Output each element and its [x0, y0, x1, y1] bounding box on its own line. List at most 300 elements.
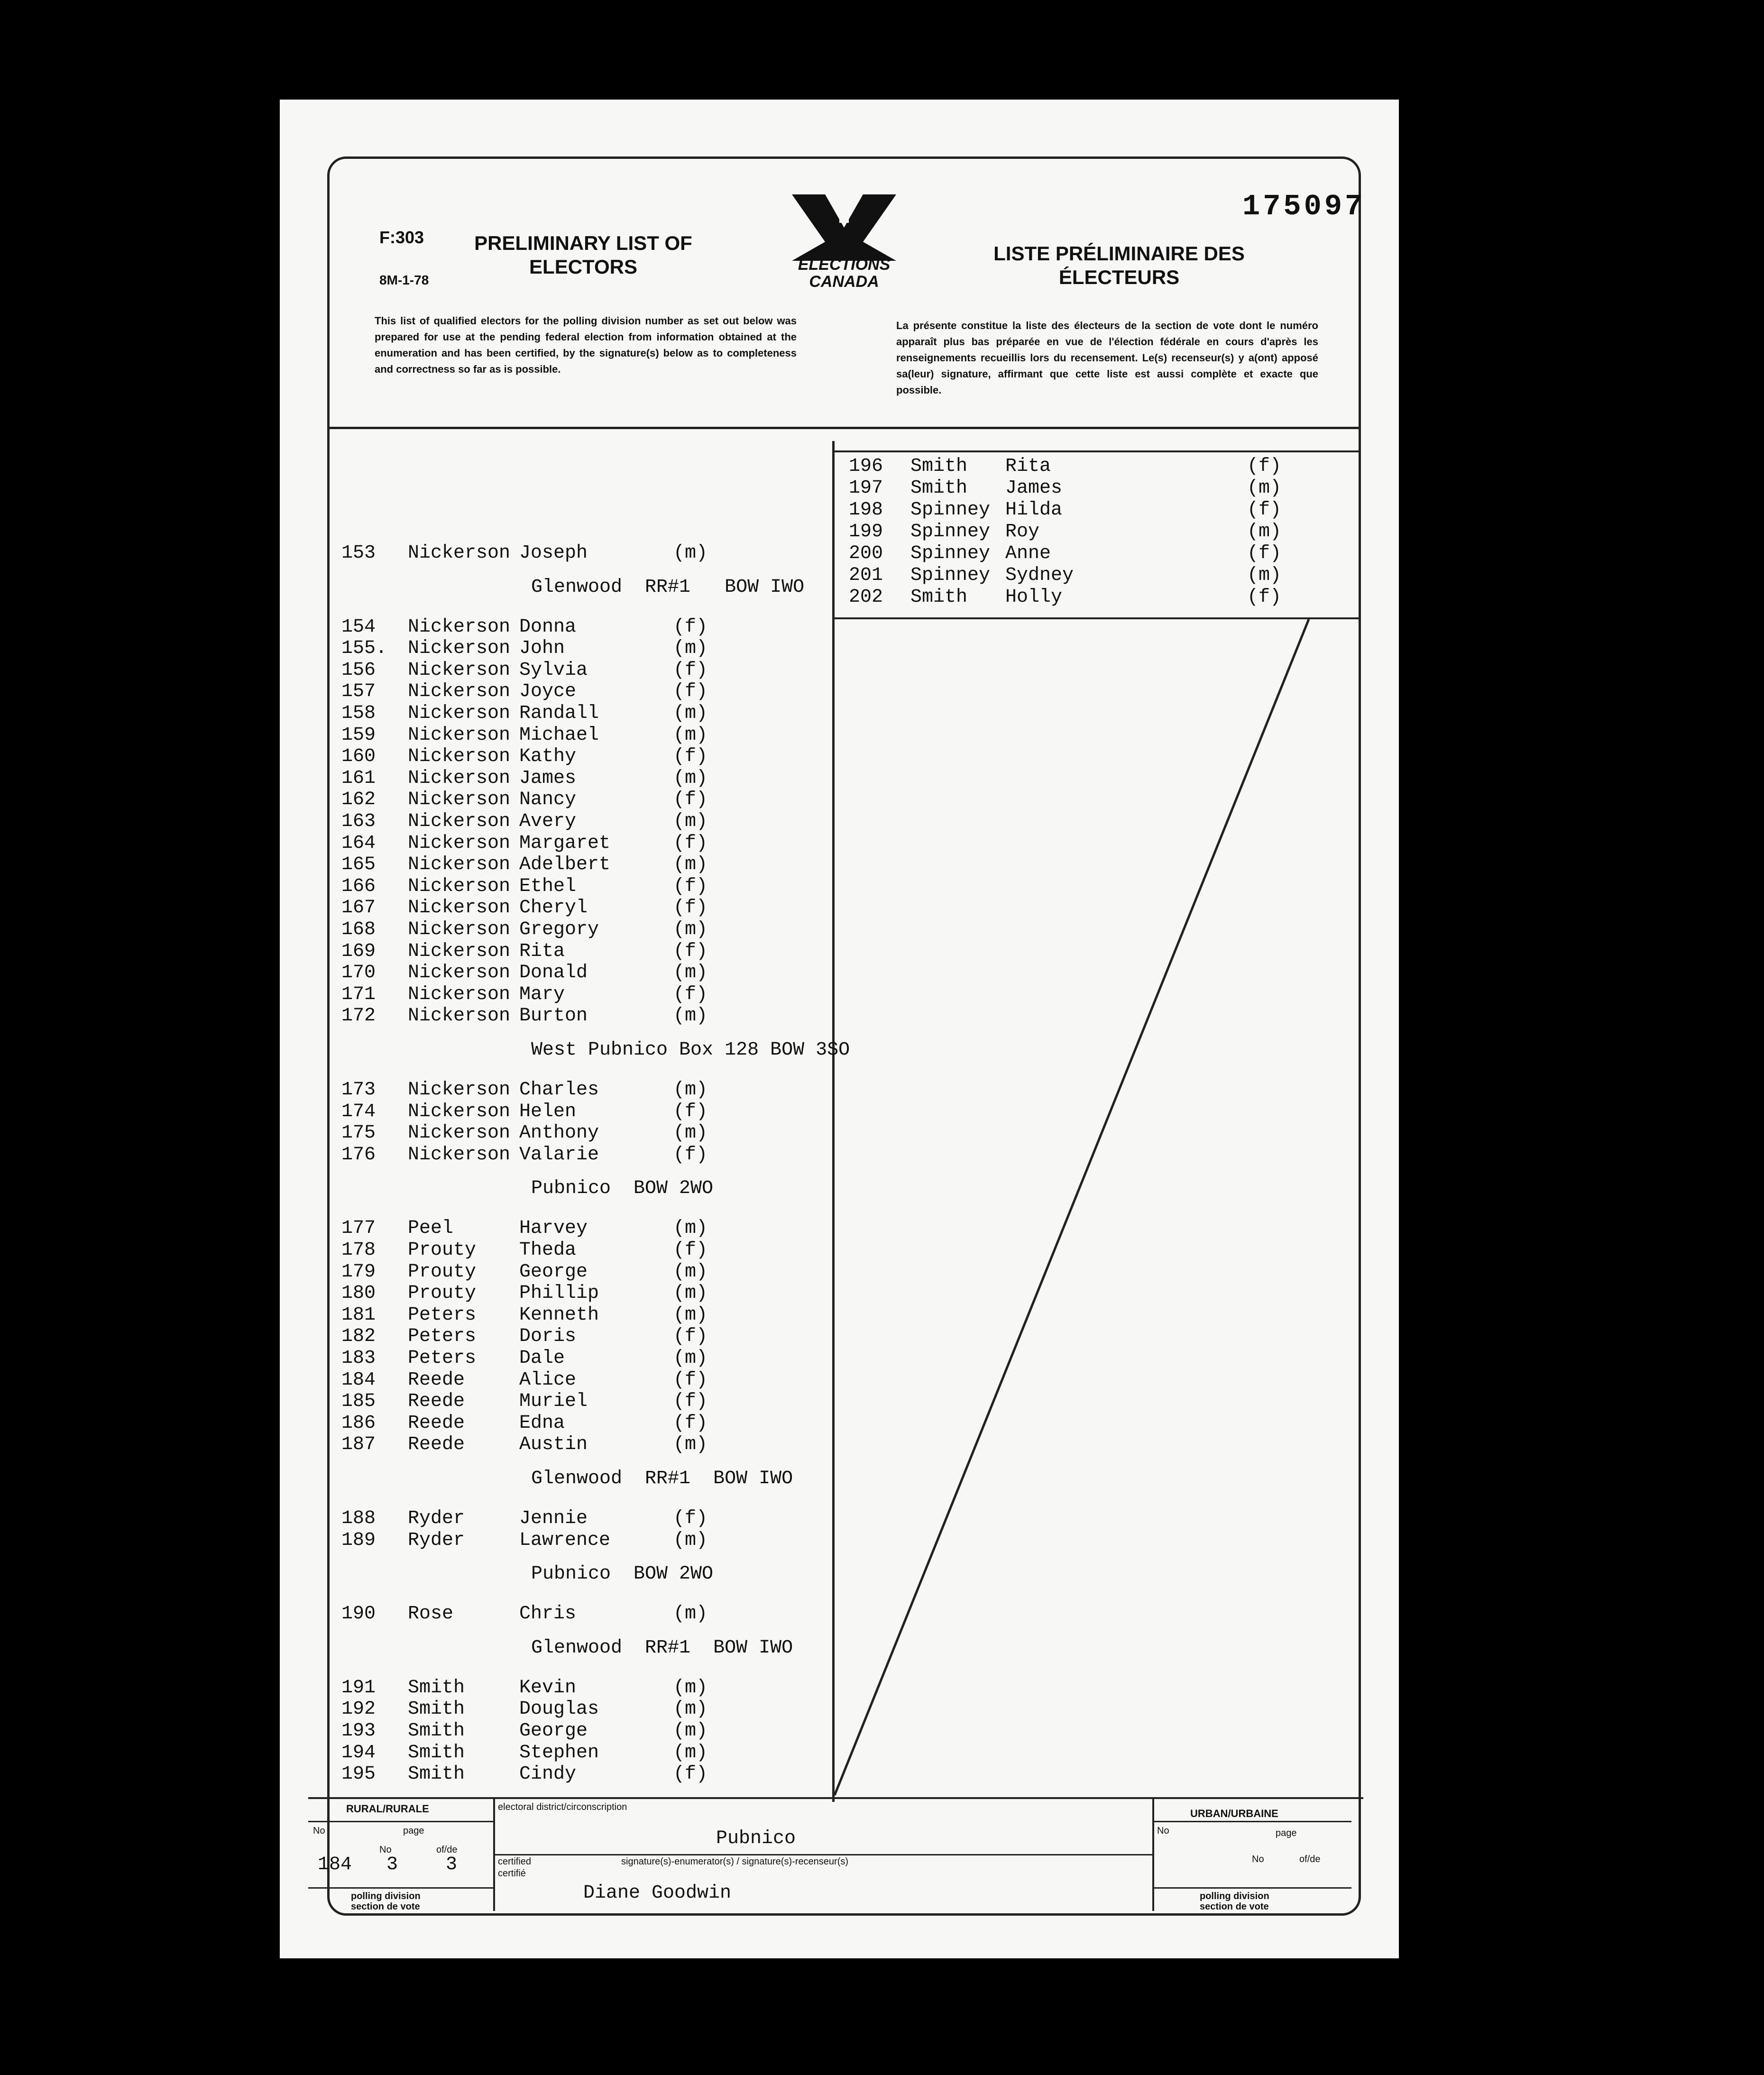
elector-number: 202 [849, 587, 883, 608]
elector-row [341, 725, 820, 746]
elector-surname: Spinney [910, 499, 991, 521]
elector-given-name: Kevin [519, 1677, 577, 1699]
elector-given-name: Austin [519, 1434, 588, 1456]
elector-number: 164 [341, 832, 376, 854]
elector-given-name: Sylvia [519, 659, 588, 681]
elector-sex: (m) [673, 1261, 708, 1283]
elector-given-name: Harvey [519, 1218, 588, 1239]
elector-row [341, 660, 820, 681]
elector-number: 173 [341, 1079, 376, 1101]
elector-sex: (m) [673, 854, 708, 876]
section-address-heading: Pubnico BOW 2WO [531, 1563, 714, 1585]
elector-given-name: Alice [519, 1369, 577, 1391]
elector-number: 185 [341, 1391, 376, 1413]
elector-row [341, 1283, 820, 1304]
elector-row [849, 522, 1351, 542]
elector-surname: Nickerson [408, 940, 511, 962]
elector-surname: Nickerson [408, 659, 511, 681]
elector-number: 189 [341, 1529, 376, 1551]
elector-surname: Smith [408, 1720, 465, 1742]
elector-number: 172 [341, 1005, 376, 1027]
elector-row [849, 456, 1351, 477]
elector-given-name: Doris [519, 1326, 577, 1348]
urban-of-label: of/de [1299, 1854, 1321, 1864]
elector-number: 183 [341, 1348, 376, 1369]
logo-line2: CANADA [809, 273, 879, 291]
elector-number: 153 [341, 542, 376, 564]
elector-number: 197 [849, 477, 883, 499]
elector-number: 163 [341, 811, 376, 832]
elector-surname: Smith [408, 1742, 465, 1763]
rural-polling-division-fr: section de vote [351, 1901, 420, 1912]
footer-rural-inner-rule [308, 1821, 493, 1822]
elector-given-name: Lawrence [519, 1529, 611, 1551]
elector-surname: Nickerson [408, 1005, 511, 1027]
elector-sex: (m) [673, 962, 708, 984]
elector-surname: Nickerson [408, 1101, 511, 1122]
elector-number: 188 [341, 1508, 376, 1529]
elector-surname: Peters [408, 1326, 477, 1348]
urban-page-label: page [1276, 1828, 1297, 1838]
section-address-heading: Pubnico BOW 2WO [531, 1178, 714, 1200]
elector-number: 168 [341, 919, 376, 940]
elector-row [341, 1413, 820, 1434]
elector-surname: Smith [910, 587, 968, 608]
section-address-heading: West Pubnico Box 128 BOW 3SO [531, 1039, 850, 1061]
elector-sex: (f) [673, 875, 708, 897]
elector-number: 165 [341, 854, 376, 876]
logo-line1: ELECTIONS [798, 256, 891, 274]
elector-row [341, 984, 820, 1005]
elector-given-name: Muriel [519, 1391, 588, 1413]
form-date: 8M-1-78 [379, 273, 429, 287]
elector-number: 199 [849, 521, 883, 542]
elector-given-name: George [519, 1720, 588, 1742]
elector-row [341, 1699, 820, 1720]
urban-polling-division-en: polling division [1200, 1891, 1269, 1901]
elector-number: 190 [341, 1603, 376, 1625]
elector-number: 194 [341, 1742, 376, 1763]
elector-surname: Nickerson [408, 681, 511, 703]
elector-surname: Prouty [408, 1261, 477, 1283]
elector-row [341, 1262, 820, 1283]
elector-given-name: Edna [519, 1412, 565, 1434]
elector-row [341, 1530, 820, 1551]
polling-division-number: 184 [318, 1854, 352, 1875]
elector-given-name: Burton [519, 1005, 588, 1027]
elector-surname: Reede [408, 1412, 465, 1434]
elector-given-name: Rita [1005, 456, 1051, 477]
elector-sex: (m) [673, 1742, 708, 1763]
urban-no-small-label: No [1252, 1854, 1264, 1864]
footer-urban-inner-rule [1152, 1821, 1351, 1822]
elector-row [341, 963, 820, 983]
elector-surname: Nickerson [408, 789, 511, 811]
elector-given-name: Randall [519, 703, 599, 724]
elector-sex: (f) [673, 1144, 708, 1166]
elector-surname: Smith [910, 477, 968, 499]
rural-label: RURAL/RURALE [346, 1803, 429, 1815]
elector-number: 195 [341, 1763, 376, 1785]
elector-given-name: Rita [519, 940, 565, 962]
elector-given-name: Mary [519, 983, 565, 1005]
rural-no-small-label: No [379, 1845, 392, 1855]
elector-surname: Nickerson [408, 854, 511, 876]
elector-row [341, 898, 820, 918]
elector-surname: Smith [910, 456, 968, 477]
elector-number: 175 [341, 1122, 376, 1144]
elector-sex: (m) [1247, 565, 1282, 586]
elector-sex: (f) [673, 616, 708, 638]
elector-given-name: Valarie [519, 1144, 599, 1166]
elector-number: 174 [341, 1101, 376, 1122]
electoral-district-value: Pubnico [716, 1828, 796, 1849]
signature-label: signature(s)-enumerator(s) / signature(s)-recenseur(s) [621, 1856, 849, 1867]
elector-sex: (f) [673, 746, 708, 768]
elector-sex: (f) [673, 1101, 708, 1122]
elector-given-name: James [1005, 477, 1063, 499]
elector-number: 187 [341, 1434, 376, 1456]
elector-surname: Nickerson [408, 703, 511, 724]
elector-number: 167 [341, 897, 376, 919]
elector-sex: (m) [1247, 477, 1282, 499]
elector-given-name: Michael [519, 724, 599, 746]
elector-row [341, 1743, 820, 1763]
intro-french: La présente constitue la liste des électeurs de la section de vote dont le numéro apparaît plus bas préparée en vue de l'élection fédérale en cours d'après les renseignements recueillis lors du recensement. Le(s) recenseur(s) y a(ont) apposé sa(leur) signature, affirmant que cette liste est aussi complète et exacte que possible. [896, 320, 1318, 396]
elector-surname: Prouty [408, 1283, 477, 1304]
rural-polling-division-en: polling division [351, 1891, 421, 1901]
elector-sex: (m) [673, 1529, 708, 1551]
elector-sex: (m) [673, 1005, 708, 1027]
urban-label: URBAN/URBAINE [1190, 1808, 1278, 1819]
elector-sex: (f) [673, 832, 708, 854]
elector-sex: (f) [673, 1326, 708, 1348]
elector-row [341, 941, 820, 962]
page-of-number: 3 [446, 1854, 458, 1875]
elector-row [341, 876, 820, 897]
elector-number: 155. [341, 638, 387, 660]
electoral-district-label: electoral district/circonscription [498, 1802, 627, 1812]
elector-sex: (f) [673, 659, 708, 681]
elector-given-name: Cindy [519, 1763, 577, 1785]
elector-given-name: Theda [519, 1239, 577, 1261]
elector-number: 176 [341, 1144, 376, 1166]
elector-sex: (f) [673, 1369, 708, 1391]
elector-sex: (f) [673, 1412, 708, 1434]
elector-row [341, 1102, 820, 1122]
elector-row [341, 1123, 820, 1144]
elector-row [341, 1145, 820, 1166]
elector-sex: (m) [673, 1699, 708, 1720]
elector-row [849, 543, 1351, 564]
elector-row [341, 703, 820, 724]
elector-row [341, 833, 820, 854]
elector-sex: (m) [673, 703, 708, 724]
elector-row [341, 543, 820, 564]
intro-english: This list of qualified electors for the polling division number as set out below was prepared for use at the pending federal election from information obtained at the enumeration and has been certified, by the signature(s) below as to completeness and correctness so far as is possible. [375, 315, 797, 375]
section-address-heading: Glenwood RR#1 BOW IWO [531, 1637, 793, 1659]
footer-urban-divider [1152, 1797, 1154, 1911]
elector-row [341, 681, 820, 702]
elector-sex: (m) [673, 1079, 708, 1101]
elector-row [341, 1604, 820, 1625]
enumerator-signature: Diane Goodwin [583, 1882, 732, 1904]
elector-sex: (m) [673, 919, 708, 940]
elector-surname: Rose [408, 1603, 454, 1625]
elector-surname: Nickerson [408, 983, 511, 1005]
elector-number: 159 [341, 724, 376, 746]
footer-top-rule [308, 1797, 1363, 1799]
elector-sex: (f) [673, 983, 708, 1005]
certified-label-fr: certifié [498, 1868, 526, 1879]
elector-given-name: Joseph [519, 542, 588, 564]
elector-given-name: Kathy [519, 746, 577, 768]
elector-row [341, 1080, 820, 1101]
rural-of-label: of/de [436, 1845, 458, 1855]
logo-wordmark [787, 256, 901, 290]
elector-row [341, 811, 820, 832]
elector-given-name: Chris [519, 1603, 577, 1625]
elector-number: 178 [341, 1239, 376, 1261]
elector-row [341, 1218, 820, 1239]
elector-given-name: Roy [1005, 521, 1040, 542]
elector-surname: Reede [408, 1369, 465, 1391]
elector-given-name: John [519, 638, 565, 660]
elector-surname: Nickerson [408, 897, 511, 919]
elector-surname: Spinney [910, 565, 991, 586]
elector-sex: (f) [1247, 456, 1282, 477]
title-french-line1: LISTE PRÉLIMINAIRE DES [993, 242, 1245, 265]
elector-row [341, 1370, 820, 1391]
elector-sex: (f) [673, 1508, 708, 1529]
title-french-line2: ÉLECTEURS [1058, 266, 1180, 288]
elector-given-name: James [519, 767, 577, 789]
elector-given-name: Donna [519, 616, 577, 638]
right-elector-column [835, 450, 1356, 621]
elector-sex: (f) [673, 681, 708, 703]
elector-sex: (m) [673, 1677, 708, 1699]
elector-given-name: Phillip [519, 1283, 599, 1304]
elector-sex: (m) [673, 724, 708, 746]
cancel-stroke [835, 619, 1359, 1805]
elector-sex: (m) [673, 1348, 708, 1369]
elector-row [341, 854, 820, 875]
elector-number: 181 [341, 1304, 376, 1326]
elector-surname: Nickerson [408, 1122, 511, 1144]
elector-surname: Smith [408, 1763, 465, 1785]
elector-number: 180 [341, 1283, 376, 1304]
elector-given-name: Avery [519, 811, 577, 832]
elector-surname: Smith [408, 1677, 465, 1699]
elector-row [341, 1006, 820, 1027]
elector-sex: (m) [1247, 521, 1282, 542]
elector-sex: (f) [673, 940, 708, 962]
elector-number: 200 [849, 543, 883, 564]
elector-number: 160 [341, 746, 376, 768]
elector-number: 192 [341, 1699, 376, 1720]
elector-number: 156 [341, 659, 376, 681]
elector-number: 184 [341, 1369, 376, 1391]
elector-given-name: Hilda [1005, 499, 1063, 521]
elector-given-name: Anthony [519, 1122, 599, 1144]
elector-given-name: Cheryl [519, 897, 588, 919]
elector-surname: Nickerson [408, 919, 511, 940]
elector-surname: Peel [408, 1218, 454, 1239]
left-elector-column [327, 441, 850, 1807]
title-english [469, 231, 697, 279]
elector-number: 154 [341, 616, 376, 638]
elector-surname: Reede [408, 1391, 465, 1413]
elector-given-name: George [519, 1261, 588, 1283]
elector-surname: Smith [408, 1699, 465, 1720]
title-french [963, 242, 1276, 289]
elector-sex: (m) [673, 1283, 708, 1304]
elector-sex: (m) [673, 1603, 708, 1625]
elector-row [341, 919, 820, 940]
rural-page-label: page [403, 1826, 424, 1836]
elector-surname: Nickerson [408, 767, 511, 789]
elector-given-name: Margaret [519, 832, 611, 854]
elector-number: 169 [341, 940, 376, 962]
elector-surname: Nickerson [408, 1079, 511, 1101]
elector-given-name: Nancy [519, 789, 577, 811]
elector-sex: (m) [673, 1304, 708, 1326]
elector-row [341, 1721, 820, 1742]
footer-middle-rule [495, 1854, 1152, 1855]
elector-number: 198 [849, 499, 883, 521]
rural-no-label: No [313, 1826, 325, 1836]
elector-given-name: Gregory [519, 919, 599, 940]
elector-number: 186 [341, 1412, 376, 1434]
elector-surname: Nickerson [408, 616, 511, 638]
urban-no-label: No [1157, 1826, 1169, 1836]
elector-number: 171 [341, 983, 376, 1005]
section-address-heading: Glenwood RR#1 BOW IWO [531, 576, 805, 598]
elector-surname: Spinney [910, 521, 991, 542]
elector-given-name: Dale [519, 1348, 565, 1369]
elector-row [341, 746, 820, 767]
elector-sex: (m) [673, 1434, 708, 1456]
elector-number: 177 [341, 1218, 376, 1239]
elector-number: 193 [341, 1720, 376, 1742]
elector-surname: Peters [408, 1348, 477, 1369]
elector-row [341, 638, 820, 659]
elector-number: 179 [341, 1261, 376, 1283]
elector-surname: Nickerson [408, 638, 511, 660]
page-number: 3 [386, 1854, 398, 1875]
form-number: F:303 [379, 228, 424, 247]
title-english-line2: ELECTORS [529, 256, 637, 278]
elector-given-name: Donald [519, 962, 588, 984]
electoral-list-sheet [280, 100, 1399, 1958]
elector-sex: (f) [673, 1391, 708, 1413]
elector-given-name: Kenneth [519, 1304, 599, 1326]
header-divider [327, 427, 1359, 429]
elector-sex: (f) [673, 789, 708, 811]
certified-label-en: certified [498, 1856, 532, 1867]
elector-sex: (m) [673, 542, 708, 564]
elector-row [341, 790, 820, 810]
elector-given-name: Douglas [519, 1699, 599, 1720]
elector-sex: (f) [673, 897, 708, 919]
elector-number: 166 [341, 875, 376, 897]
elector-surname: Nickerson [408, 542, 511, 564]
elector-surname: Peters [408, 1304, 477, 1326]
elector-surname: Nickerson [408, 746, 511, 768]
elector-number: 196 [849, 456, 883, 477]
elector-number: 161 [341, 767, 376, 789]
elector-number: 170 [341, 962, 376, 984]
elector-row [341, 1678, 820, 1699]
elector-sex: (m) [673, 811, 708, 832]
elector-sex: (m) [673, 1720, 708, 1742]
elector-sex: (f) [1247, 587, 1282, 608]
elector-row [341, 1391, 820, 1412]
elector-surname: Reede [408, 1434, 465, 1456]
elector-given-name: Holly [1005, 587, 1063, 608]
elector-number: 162 [341, 789, 376, 811]
elector-sex: (m) [673, 1218, 708, 1239]
elector-number: 182 [341, 1326, 376, 1348]
elector-sex: (f) [673, 1763, 708, 1785]
elector-surname: Nickerson [408, 724, 511, 746]
elector-given-name: Anne [1005, 543, 1051, 564]
elector-sex: (m) [673, 638, 708, 660]
elector-row [849, 478, 1351, 499]
elector-sex: (f) [1247, 543, 1282, 564]
elector-row [341, 1305, 820, 1326]
elector-surname: Prouty [408, 1239, 477, 1261]
elector-given-name: Helen [519, 1101, 577, 1122]
elector-number: 157 [341, 681, 376, 703]
elector-surname: Ryder [408, 1529, 465, 1551]
elector-row [341, 1434, 820, 1455]
elector-row [341, 1764, 820, 1785]
elector-given-name: Ethel [519, 875, 577, 897]
footer-rural-lower-rule [308, 1887, 493, 1889]
elector-given-name: Charles [519, 1079, 599, 1101]
elector-row [849, 587, 1351, 608]
section-address-heading: Glenwood RR#1 BOW IWO [531, 1468, 793, 1489]
elector-row [341, 617, 820, 638]
elector-row [341, 1240, 820, 1261]
title-english-line1: PRELIMINARY LIST OF [474, 232, 692, 254]
elector-given-name: Joyce [519, 681, 577, 703]
elector-surname: Nickerson [408, 875, 511, 897]
elector-surname: Nickerson [408, 811, 511, 832]
elector-surname: Nickerson [408, 1144, 511, 1166]
elector-sex: (m) [673, 767, 708, 789]
elector-number: 158 [341, 703, 376, 724]
elector-row [849, 565, 1351, 586]
elector-sex: (f) [673, 1239, 708, 1261]
elector-given-name: Sydney [1005, 565, 1074, 586]
elector-row [341, 1508, 820, 1529]
elector-given-name: Jennie [519, 1508, 588, 1529]
elector-given-name: Stephen [519, 1742, 599, 1763]
elector-surname: Spinney [910, 543, 991, 564]
elector-row [341, 768, 820, 789]
elector-surname: Ryder [408, 1508, 465, 1529]
elector-number: 191 [341, 1677, 376, 1699]
elector-sex: (m) [673, 1122, 708, 1144]
elector-sex: (f) [1247, 499, 1282, 521]
elector-row [341, 1348, 820, 1369]
elector-surname: Nickerson [408, 962, 511, 984]
serial-number: 175097 [1242, 190, 1366, 223]
urban-polling-division-fr: section de vote [1200, 1901, 1269, 1912]
elector-row [849, 500, 1351, 521]
